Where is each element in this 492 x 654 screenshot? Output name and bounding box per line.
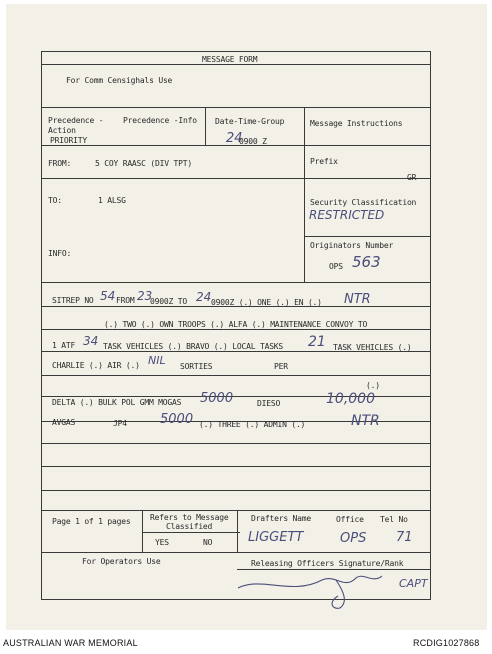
to-day: 24	[196, 290, 212, 304]
originators-number-value: 563	[352, 253, 381, 271]
sitrep-label: SITREP NO	[52, 296, 94, 305]
to-value: 1 ALSG	[98, 196, 126, 205]
archive-reference: RCDIG1027868	[413, 638, 480, 648]
atf-label: 1 ATF	[52, 341, 76, 350]
three-admin-text: (.) THREE (.) ADMIN (.)	[199, 420, 306, 429]
security-classification-label: Security Classification	[310, 198, 417, 207]
from-label: FROM:	[48, 159, 72, 168]
prefix-value: GR	[407, 173, 417, 182]
rule	[237, 510, 238, 552]
priority-value: PRIORITY	[50, 136, 87, 145]
operators-use-label: For Operators Use	[82, 557, 161, 566]
rule	[205, 107, 206, 145]
rule	[304, 107, 305, 282]
classified-label: Classified	[166, 522, 213, 531]
refers-label: Refers to Message	[150, 513, 229, 522]
from-value: 5 COY RAASC (DIV TPT)	[95, 159, 192, 168]
dieso-label: DIESO	[257, 399, 281, 408]
rule	[42, 375, 430, 376]
releasing-officer-label: Releasing Officers Signature/Rank	[251, 559, 404, 568]
info-label: INFO:	[48, 249, 72, 258]
message-instructions-label: Message Instructions	[310, 119, 403, 128]
no-option: NO	[203, 538, 213, 547]
archive-credit: AUSTRALIAN WAR MEMORIAL	[3, 638, 138, 648]
task-vehicles-bravo: TASK VEHICLES (.) BRAVO (.) LOCAL TASKS	[103, 342, 284, 351]
rule	[42, 552, 430, 553]
mogas-value: 5000	[200, 391, 234, 406]
form-title: MESSAGE FORM	[202, 55, 258, 64]
precedence-action-label: Precedence -	[48, 116, 104, 125]
originators-number-label: Originators Number	[310, 241, 394, 250]
jp4-value: 5000	[160, 412, 194, 427]
line-two: (.) TWO (.) OWN TROOPS (.) ALFA (.) MAINTENANCE CONVOY TO	[104, 320, 368, 329]
jp4-label: JP4	[113, 419, 127, 428]
sorties-label: SORTIES	[180, 362, 213, 371]
rule	[42, 282, 430, 283]
security-classification-value: RESTRICTED	[309, 208, 385, 222]
drafter-name-value: LIGGETT	[248, 530, 304, 545]
sitrep-number: 54	[100, 289, 116, 303]
rule	[142, 532, 240, 533]
to-label: TO:	[48, 196, 62, 205]
rule	[142, 510, 143, 552]
rule	[42, 443, 430, 444]
tel-value: 71	[396, 530, 413, 545]
office-label: Office	[336, 515, 364, 524]
rule	[42, 490, 430, 491]
yes-option: YES	[155, 538, 169, 547]
office-value: OPS	[340, 531, 367, 546]
page-count: Page 1 of 1 pages	[52, 517, 131, 526]
atf-value: 34	[83, 334, 99, 348]
prefix-label: Prefix	[310, 157, 338, 166]
action-label: Action	[48, 126, 76, 135]
avgas-label: AVGAS	[52, 418, 76, 427]
dtg-label: Date-Time-Group	[215, 117, 285, 126]
air-value: NIL	[148, 354, 166, 367]
to-word: 0900Z TO	[150, 297, 187, 306]
comm-use-label: For Comm Censighals Use	[66, 76, 173, 85]
precedence-info-label: Precedence -Info	[123, 116, 197, 125]
one-en-text: 0900Z (.) ONE (.) EN (.)	[211, 298, 322, 307]
from-word: FROM	[116, 296, 135, 305]
delta-text: DELTA (.) BULK POL GMM MOGAS	[52, 398, 182, 407]
ops-label: OPS	[329, 262, 343, 271]
rule	[42, 107, 430, 108]
dtg-value: 0900 Z	[239, 137, 267, 146]
per-label: PER	[274, 362, 288, 371]
drafters-name-label: Drafters Name	[251, 514, 312, 523]
tel-no-label: Tel No	[380, 515, 408, 524]
stop-mark: (.)	[366, 381, 380, 390]
dieso-value: 10,000	[326, 391, 375, 407]
local-tasks-value: 21	[308, 334, 326, 350]
rule	[304, 236, 430, 237]
admin-value: NTR	[351, 413, 380, 429]
rule	[42, 510, 430, 511]
dtg-handwritten-day: 24	[226, 131, 243, 146]
rule	[42, 178, 430, 179]
rule	[42, 466, 430, 467]
en-value: NTR	[344, 292, 371, 307]
from-day: 23	[137, 289, 153, 303]
charlie-air-text: CHARLIE (.) AIR (.)	[52, 361, 140, 370]
task-vehicles-end: TASK VEHICLES (.)	[333, 343, 412, 352]
officer-rank: CAPT	[399, 577, 428, 590]
